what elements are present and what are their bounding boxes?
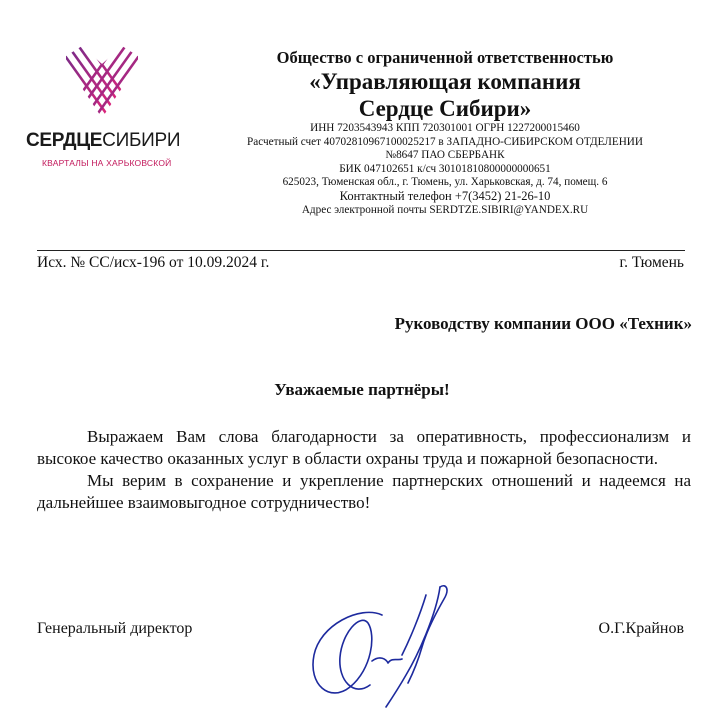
salutation: Уважаемые партнёры! (274, 380, 450, 399)
brand-light: СИБИРИ (102, 130, 181, 151)
letter-body (37, 426, 691, 514)
signer-name: О.Г.Крайнов (598, 620, 684, 637)
brand-tagline: КВАРТАЛЫ НА ХАРЬКОВСКОЙ (42, 158, 172, 168)
body-paragraph-1: Выражаем Вам слова благодарности за оперативность, профессионализм и высокое качество оказанных услуг в области охраны труда и пожарной безопасности. (37, 427, 691, 468)
brand-bold: СЕРДЦЕ (26, 130, 103, 151)
company-phone: Контактный телефон +7(3452) 21-26-10 (339, 188, 551, 203)
letter-city: г. Тюмень (619, 254, 684, 271)
company-name-line1: «Управляющая компания (309, 69, 581, 94)
outgoing-reference: Исх. № СС/исх-196 от 10.09.2024 г. (37, 254, 270, 271)
company-form: Общество с ограниченной ответственностью (276, 48, 614, 67)
company-name-line2: Сердце Сибири» (358, 96, 532, 121)
signer-title: Генеральный директор (37, 620, 193, 637)
body-paragraph-2: Мы верим в сохранение и укрепление партнерских отношений и надеемся на дальнейшее взаимовыгодное сотрудничество! (37, 471, 691, 512)
company-logo (22, 42, 197, 177)
heart-logo-icon (62, 42, 142, 122)
handwritten-signature (290, 575, 480, 715)
brand-name (26, 130, 180, 152)
bank-account: Расчетный счет 40702810967100025217 в ЗАПАДНО-СИБИРСКОМ ОТДЕЛЕНИИ (247, 135, 643, 148)
header-divider (37, 250, 685, 251)
bank-name: №8647 ПАО СБЕРБАНК (385, 149, 505, 162)
addressee: Руководству компании ООО «Техник» (394, 314, 692, 333)
company-address: 625023, Тюменская обл., г. Тюмень, ул. Харьковская, д. 74, помещ. 6 (282, 176, 608, 189)
company-ids: ИНН 7203543943 КПП 720301001 ОГРН 1227200015460 (310, 122, 580, 134)
company-header (200, 48, 690, 217)
company-email: Адрес электронной почты SERDTZE.SIBIRI@YANDEX.RU (301, 203, 589, 216)
bank-bik: БИК 047102651 к/сч 30101810800000000651 (339, 162, 551, 175)
